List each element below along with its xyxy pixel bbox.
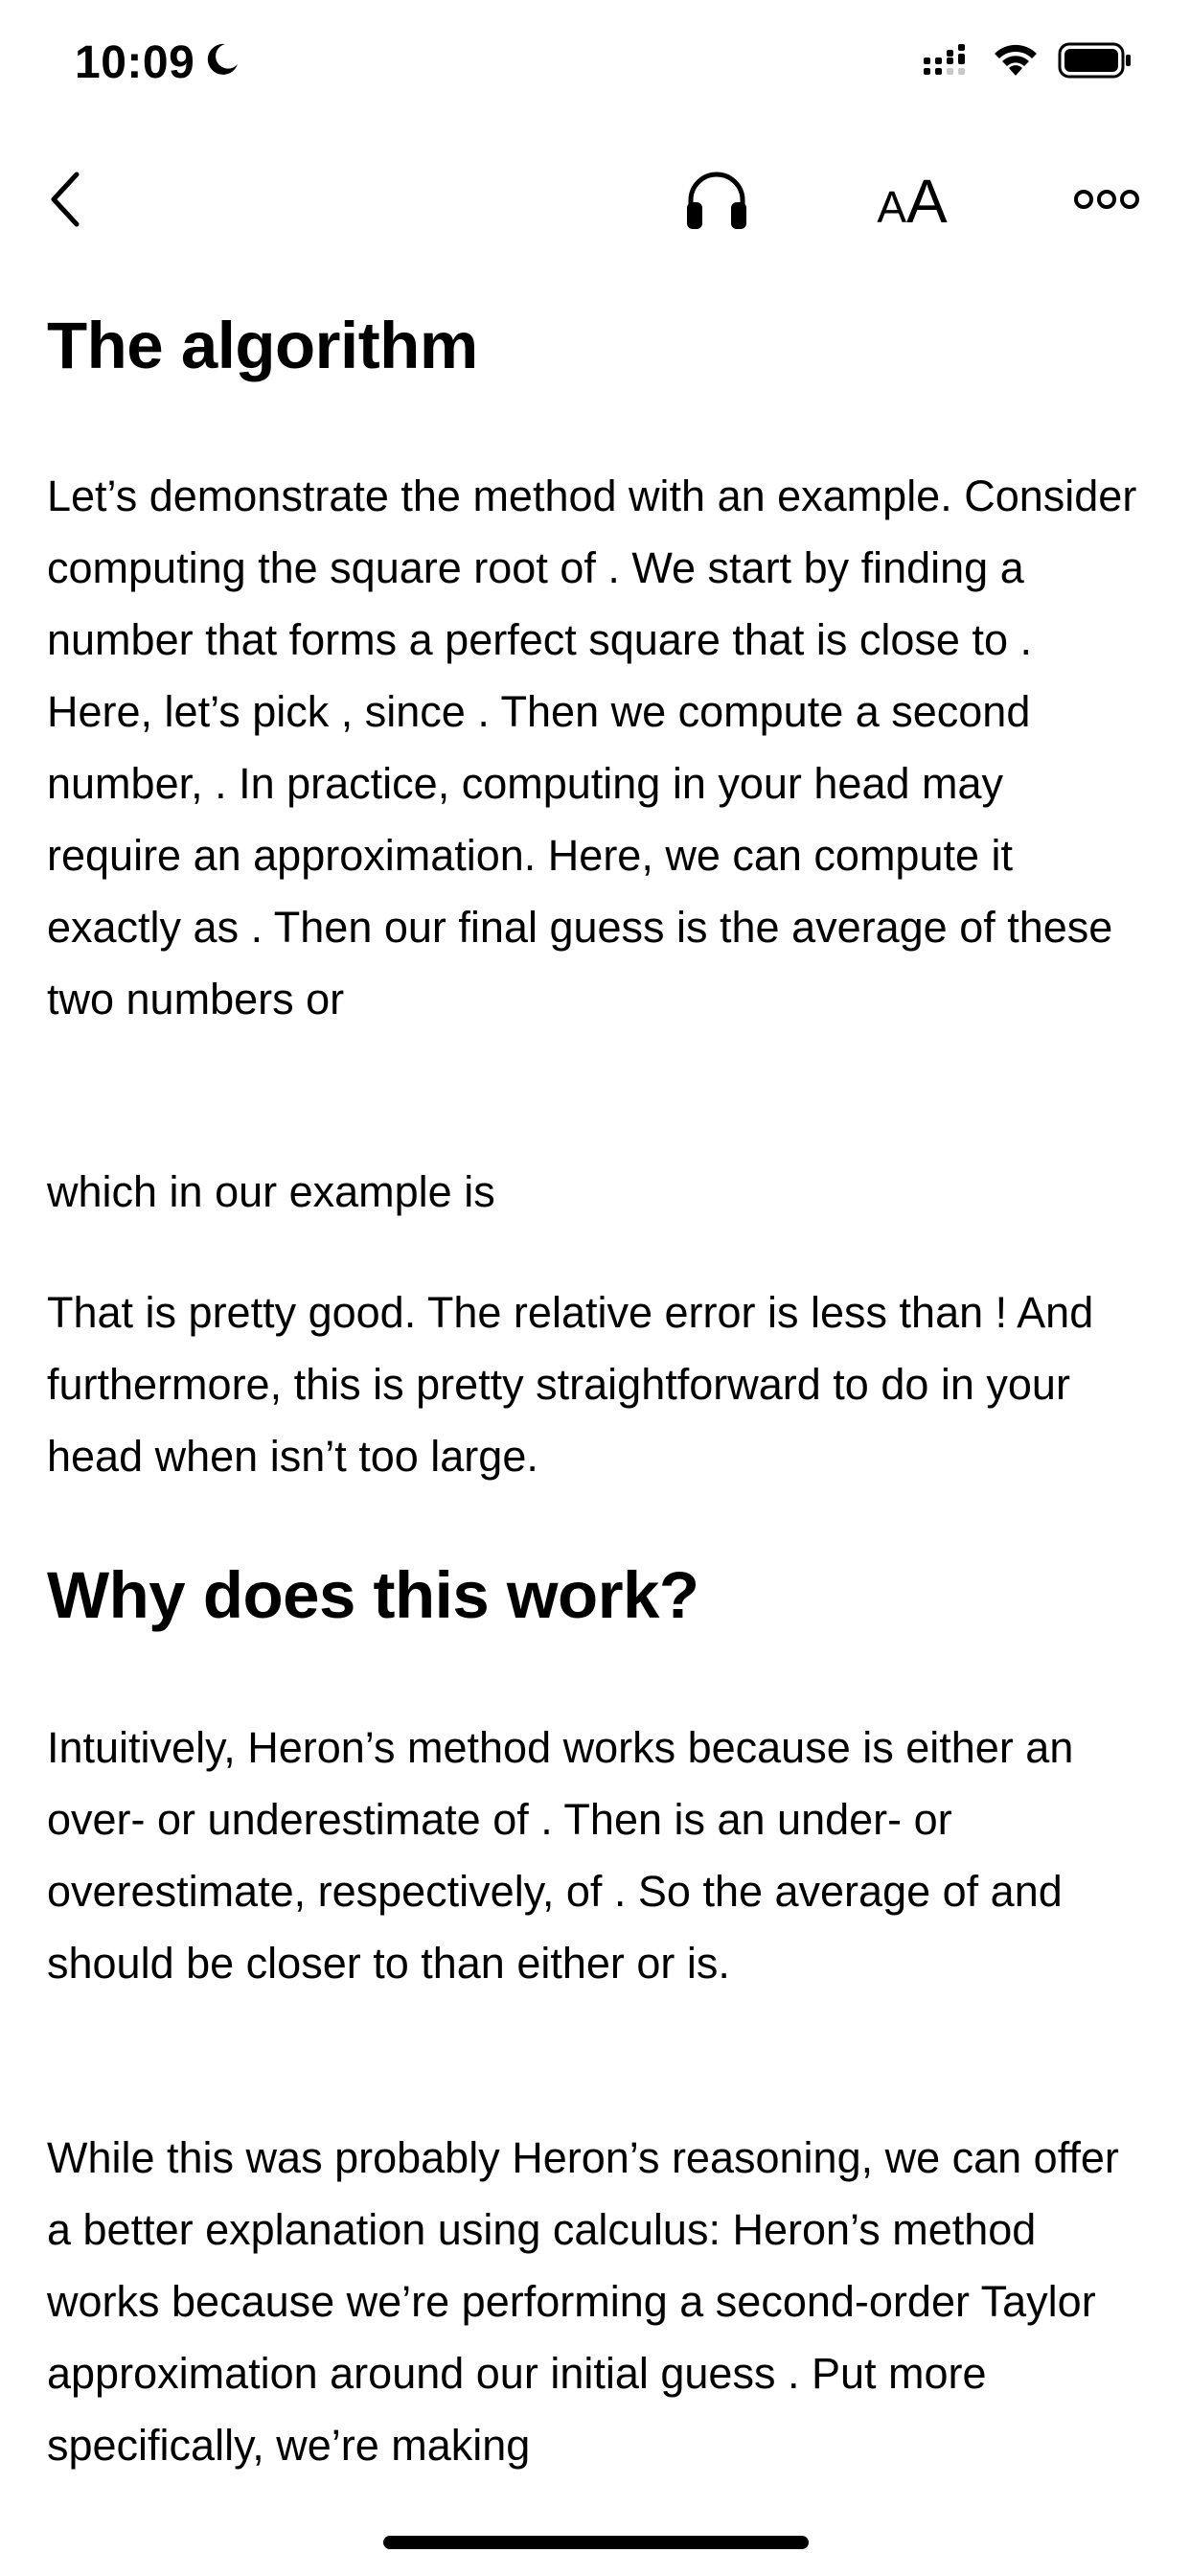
more-dots-icon <box>1073 188 1140 216</box>
reader-toolbar <box>0 144 1190 259</box>
text-size-label <box>877 166 947 237</box>
battery-icon <box>1058 42 1133 83</box>
text-size-large-a: A <box>906 167 948 236</box>
listen-button[interactable] <box>676 161 757 242</box>
text-size-button[interactable] <box>862 161 962 242</box>
status-icons <box>924 42 1133 83</box>
moon-icon <box>204 36 240 89</box>
wifi-icon <box>993 43 1039 82</box>
more-button[interactable] <box>1064 161 1150 242</box>
home-indicator[interactable] <box>383 2536 809 2549</box>
article-paragraph: Let’s demonstrate the method with an example. Consider computing the square root of . We start by finding a number that forms a perfect square that is close to . Here, let’s pick , since . Then we compute a second number, . In practice, computing in your head may require an approximation. Here, we can compute it exactly as . Then our final guess is the average of these two numbers or <box>47 472 1137 1024</box>
text-size-small-a: A <box>877 182 906 232</box>
article-paragraph: While this was probably Heron’s reasoning, we can offer a better explanation using calculus: Heron’s method works because we’re performing a second-order Taylor approximation around our initial guess . Put more specifically, we’re making <box>47 2133 1119 2470</box>
status-time <box>75 36 240 89</box>
article-paragraph: Intuitively, Heron’s method works because is either an over- or underestimate of . Then is an under- or overestimate, respectively, of . So the average of and should be closer to than either or is. <box>47 1723 1074 1988</box>
section-heading-algorithm: The algorithm <box>47 309 478 382</box>
section-heading-why: Why does this work? <box>47 1558 699 1632</box>
clock-time: 10:09 <box>75 37 195 88</box>
article-paragraph: That is pretty good. The relative error is less than ! And furthermore, this is pretty straightforward to do in your head when isn’t too large. <box>47 1288 1094 1481</box>
status-bar <box>0 0 1190 134</box>
headphones-icon <box>683 166 750 238</box>
chevron-left-icon <box>46 169 84 235</box>
cellular-signal-icon <box>924 44 973 81</box>
article-paragraph: which in our example is <box>47 1167 495 1216</box>
back-button[interactable] <box>34 163 96 240</box>
